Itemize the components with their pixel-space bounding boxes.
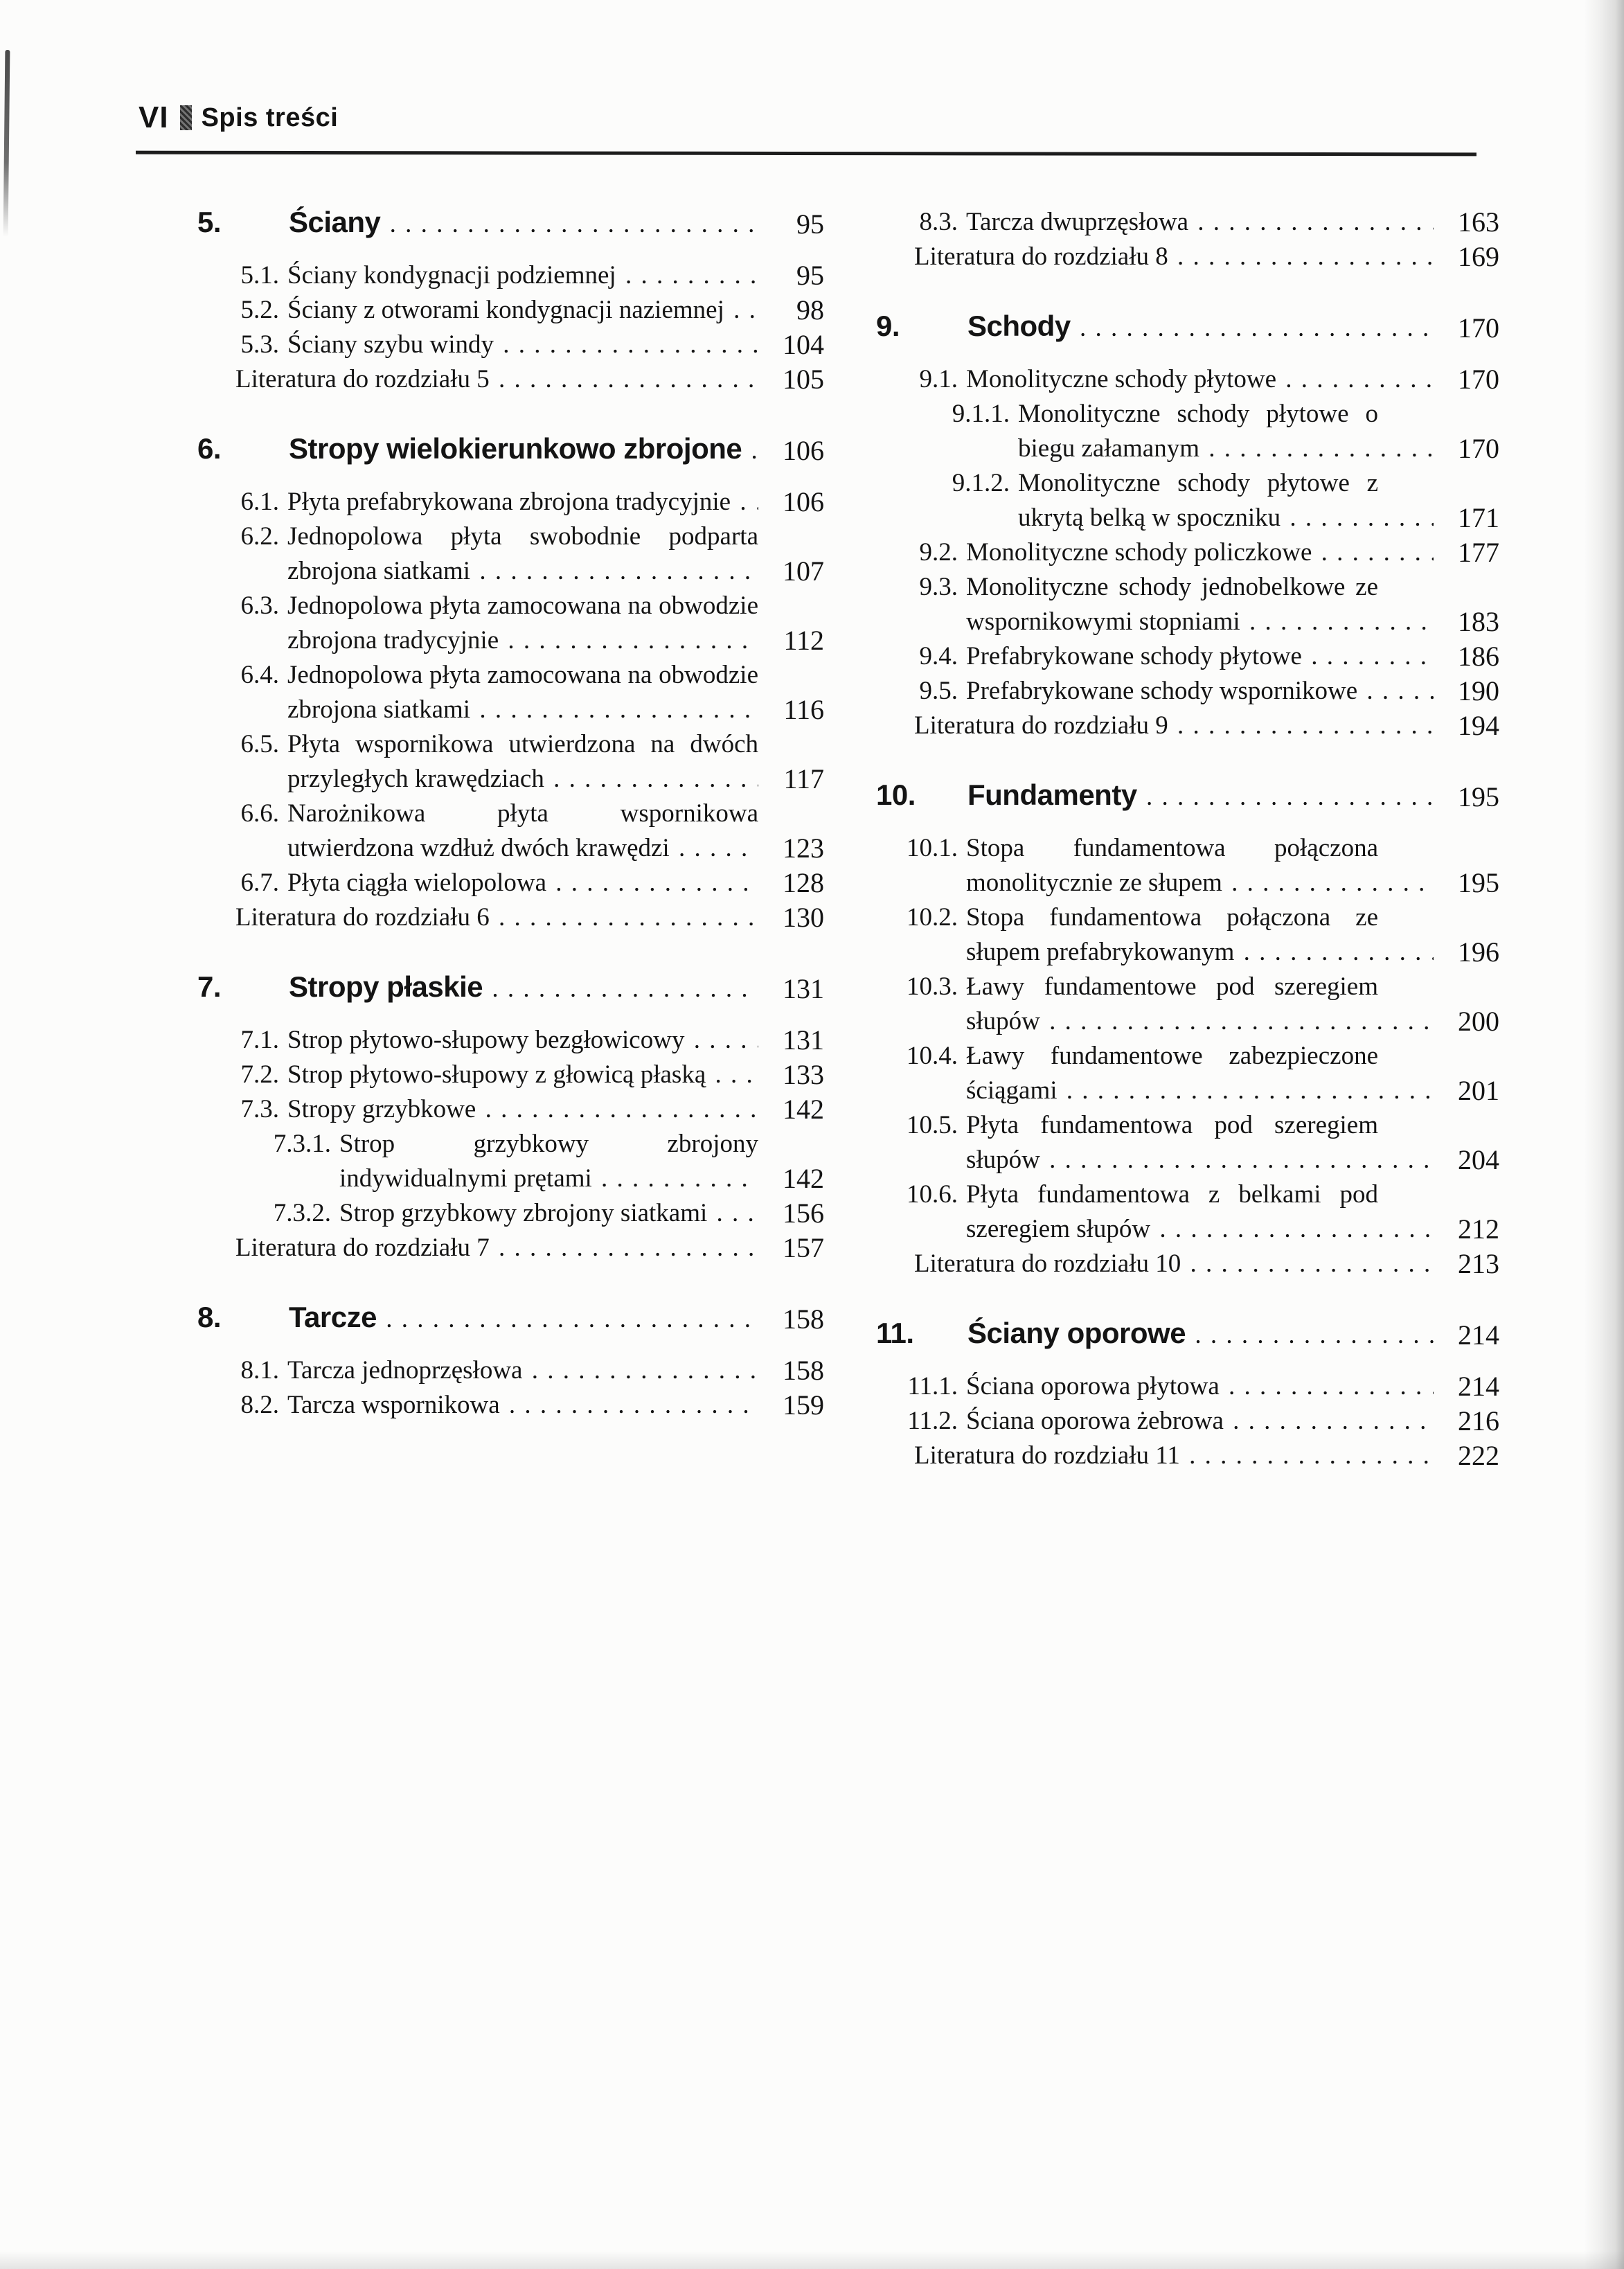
entry-number: 8.3. [919,208,958,236]
entry-label: Ściany z otworami kondygnacji naziemnej [287,296,724,324]
entry-text [876,1108,1434,1177]
chapter-number: 10. [876,778,916,811]
page-number: 116 [783,694,824,725]
toc-entry-row [876,1369,1499,1404]
entry-text [876,1177,1434,1247]
entry-label: Płyta fundamentowa z belkami pod szeregiem słupów [966,1180,1378,1243]
page-number: 196 [1458,936,1499,968]
entry-label: Stropy grzybkowe [287,1095,476,1123]
entry-number: 6.6. [240,799,279,828]
entry-label: Ściana oporowa żebrowa [966,1407,1224,1435]
toc-entry-row [197,1231,824,1265]
chapter-title: Tarcze [289,1301,377,1333]
toc-entry-row [197,258,824,293]
entry-text [197,1058,758,1092]
entry-number: 5.3. [240,330,279,359]
toc-entry-row [197,362,824,397]
toc-entry-row [876,709,1499,743]
page-number: 171 [1458,502,1499,533]
toc-entry-row [876,1108,1499,1177]
entry-label: Ściana oporowa płytowa [966,1372,1220,1400]
toc-entry-row [876,570,1499,639]
toc-entry-row [876,1039,1499,1108]
chapter-title: Stropy wielokierunkowo zbrojone [289,432,742,465]
entry-text [876,309,1434,346]
entry-text [197,1353,758,1388]
page-number: 158 [783,1355,824,1386]
entry-label: Ławy fundamentowe zabezpieczone ściągami [966,1042,1378,1105]
entry-number: 10.4. [907,1042,958,1070]
page-number: 159 [783,1389,824,1421]
entry-number: 10.1. [907,834,958,862]
entry-label: Strop grzybkowy zbrojony indywidualnymi prętami [339,1130,758,1193]
entry-number: 6.4. [240,661,279,689]
page-number: 163 [1458,206,1499,238]
entry-text [876,535,1434,570]
entry-label: Monolityczne schody płytowe [966,365,1277,393]
entry-text [197,1127,758,1196]
page-number: 214 [1458,1371,1499,1402]
entry-label: Ściany kondygnacji podziemnej [287,261,616,290]
entry-text [197,970,758,1006]
toc-entry-row [197,519,824,589]
toc-entry-row [876,466,1499,535]
entry-number: 7.1. [240,1026,279,1054]
entry-text [197,485,758,519]
page-number: 98 [796,294,824,326]
entry-label: Strop grzybkowy zbrojony siatkami [339,1199,708,1227]
chapter-title: Stropy płaskie [289,970,483,1003]
toc-entry-row [876,831,1499,900]
entry-text [197,258,758,293]
page-number: 142 [783,1094,824,1125]
page-number: 131 [783,973,824,1004]
entry-text [197,431,758,468]
entry-text [876,240,1434,274]
section-marker-icon [180,105,192,130]
entry-text [197,293,758,328]
toc-entry-row [197,658,824,727]
scan-edge-shadow [1584,0,1624,2269]
entry-number: 5.1. [240,261,279,290]
entry-number: 9.5. [919,677,958,705]
entry-text [876,1039,1434,1108]
page-number: 156 [783,1198,824,1229]
page-number: 170 [1458,312,1499,344]
entry-label: Płyta fundamentowa pod szeregiem słupów [966,1111,1378,1174]
page-number: 201 [1458,1075,1499,1106]
toc-entry-row [197,900,824,935]
entry-text [876,778,1434,815]
page-number: 195 [1458,867,1499,898]
page-number: 186 [1458,641,1499,672]
toc-entry-row [876,674,1499,709]
toc-entry-row [197,1388,824,1423]
toc-entry-row [876,205,1499,240]
toc-entry-row [197,1092,824,1127]
entry-number: 6.1. [240,488,279,516]
entry-number: 10.3. [907,972,958,1001]
entry-text [197,1023,758,1058]
entry-text [876,831,1434,900]
toc-entry-row [876,397,1499,466]
entry-text [197,1196,758,1231]
entry-number: 9.1. [919,365,958,393]
entry-text [876,570,1434,639]
entry-number: 10.2. [907,903,958,932]
entry-number: 8.2. [240,1391,279,1419]
entry-text [197,205,758,242]
page-number: 128 [783,867,824,898]
entry-label: Stopa fundamentowa połączona monolitycznie ze słupem [966,834,1378,897]
chapter-number: 7. [197,970,222,1003]
entry-label: Jednopolowa płyta swobodnie podparta zbrojona siatkami [287,522,758,585]
entry-label: Literatura do rozdziału 5 [235,365,490,393]
entry-text [197,1092,758,1127]
entry-text [197,900,758,935]
page-number: 204 [1458,1144,1499,1175]
toc-entry-row [197,1127,824,1196]
page-number: 195 [1458,781,1499,812]
toc-chapter-row [197,205,824,242]
entry-number: 7.3.2. [273,1199,331,1227]
entry-text [197,1300,758,1337]
toc-chapter-row [876,778,1499,815]
entry-label: Prefabrykowane schody płytowe [966,642,1302,670]
entry-text [876,900,1434,970]
toc-entry-row [197,293,824,328]
page-number: 200 [1458,1006,1499,1037]
entry-number: 7.3. [240,1095,279,1123]
entry-label: Jednopolowa płyta zamocowana na obwodzie zbrojona siatkami [287,661,758,724]
entry-label: Strop płytowo-słupowy z głowicą płaską [287,1060,706,1089]
header-rule [136,151,1476,157]
toc-entry-row [876,1177,1499,1247]
entry-number: 7.2. [240,1060,279,1089]
toc-entry-row [197,485,824,519]
entry-label: Monolityczne schody jednobelkowe ze wspornikowymi stopniami [966,573,1378,636]
page-number: 216 [1458,1405,1499,1436]
entry-number: 6.3. [240,591,279,620]
page-number: 112 [783,625,824,656]
page-number: 214 [1458,1319,1499,1351]
entry-label: Strop płytowo-słupowy bezgłowicowy [287,1026,685,1054]
toc-entry-row [197,1023,824,1058]
entry-text [876,397,1434,466]
page-header [139,100,339,134]
entry-number: 6.5. [240,730,279,758]
page-number: 117 [783,763,824,794]
scan-bottom-shade [0,2251,1624,2269]
entry-number: 5.2. [240,296,279,324]
entry-label: Ławy fundamentowe pod szeregiem słupów [966,972,1378,1035]
entry-label: Monolityczne schody płytowe z ukrytą belką w spoczniku [1018,469,1378,532]
page-number: 183 [1458,606,1499,637]
page-number: 106 [783,435,824,466]
entry-text [876,1247,1434,1281]
entry-text [197,362,758,397]
entry-label: Literatura do rozdziału 7 [235,1234,490,1262]
entry-number: 9.4. [919,642,958,670]
toc-entry-row [876,240,1499,274]
toc-column-right [876,205,1499,1473]
entry-text [876,362,1434,397]
entry-text [876,466,1434,535]
entry-label: Prefabrykowane schody wspornikowe [966,677,1358,705]
chapter-title: Fundamenty [967,778,1137,811]
chapter-number: 11. [876,1317,914,1349]
toc-entry-row [876,970,1499,1039]
chapter-number: 5. [197,206,222,238]
entry-text [876,1404,1434,1439]
toc-chapter-row [197,970,824,1006]
page-number: 169 [1458,241,1499,272]
entry-label: Literatura do rozdziału 9 [914,711,1168,740]
entry-number: 7.3.1. [273,1130,331,1158]
toc-entry-row [197,589,824,658]
toc-chapter-row [876,309,1499,346]
page-number: 133 [783,1059,824,1090]
chapter-number: 6. [197,432,222,465]
page-number: 222 [1458,1440,1499,1471]
page-number: 170 [1458,364,1499,395]
page-number: 104 [783,329,824,360]
entry-text [876,970,1434,1039]
entry-number: 6.2. [240,522,279,551]
page-number: 107 [783,555,824,587]
toc [197,205,1499,1473]
page-number: 130 [783,902,824,933]
entry-text [876,639,1434,674]
scan-edge-scratch [3,50,10,237]
toc-entry-row [876,900,1499,970]
toc-chapter-row [197,1300,824,1337]
page-number: 158 [783,1303,824,1335]
entry-number: 9.1.1. [952,400,1010,428]
entry-text [197,589,758,658]
toc-entry-row [876,1247,1499,1281]
toc-chapter-row [197,431,824,468]
entry-label: Stopa fundamentowa połączona ze słupem prefabrykowanym [966,903,1378,966]
entry-text [876,1439,1434,1473]
toc-entry-row [876,1439,1499,1473]
entry-number: 9.2. [919,538,958,567]
entry-number: 8.1. [240,1356,279,1385]
entry-label: Monolityczne schody policzkowe [966,538,1312,567]
entry-text [876,205,1434,240]
entry-label: Literatura do rozdziału 8 [914,242,1168,271]
entry-number: 10.6. [907,1180,958,1209]
toc-entry-row [876,362,1499,397]
entry-number: 9.1.2. [952,469,1010,497]
entry-text [197,658,758,727]
entry-label: Płyta prefabrykowana zbrojona tradycyjnie [287,488,731,516]
entry-label: Płyta wspornikowa utwierdzona na dwóch przyległych krawędziach [287,730,758,793]
entry-label: Tarcza jednoprzęsłowa [287,1356,523,1385]
entry-text [197,1388,758,1423]
toc-entry-row [876,535,1499,570]
entry-label: Literatura do rozdziału 10 [914,1249,1181,1278]
entry-text [197,797,758,866]
entry-text [876,674,1434,709]
toc-entry-row [876,639,1499,674]
folio-number: VI [139,100,169,134]
chapter-number: 8. [197,1301,222,1333]
page-number: 194 [1458,710,1499,741]
page-number: 190 [1458,675,1499,706]
entry-label: Ściany szybu windy [287,330,494,359]
page-title: Spis treści [201,103,339,132]
entry-number: 11.1. [907,1372,958,1400]
page-number: 95 [796,260,824,291]
entry-text [876,1316,1434,1353]
page-number: 177 [1458,537,1499,568]
entry-label: Tarcza wspornikowa [287,1391,500,1419]
page-number: 157 [783,1232,824,1263]
page-number: 170 [1458,433,1499,464]
entry-label: Jednopolowa płyta zamocowana na obwodzie zbrojona tradycyjnie [287,591,758,655]
page-number: 105 [783,364,824,395]
entry-text [197,519,758,589]
toc-entry-row [197,727,824,797]
entry-label: Narożnikowa płyta wspornikowa utwierdzona wzdłuż dwóch krawędzi [287,799,758,862]
entry-text [197,727,758,797]
entry-text [876,1369,1434,1404]
toc-entry-row [197,1058,824,1092]
toc-entry-row [876,1404,1499,1439]
toc-column-left [197,205,824,1473]
entry-label: Literatura do rozdziału 11 [914,1441,1180,1470]
page-number: 131 [783,1024,824,1056]
entry-number: 11.2. [907,1407,958,1435]
entry-text [197,866,758,900]
chapter-number: 9. [876,310,900,342]
entry-text [197,328,758,362]
page-number: 95 [796,208,824,240]
entry-label: Monolityczne schody płytowe o biegu załamanym [1018,400,1378,463]
page-number: 106 [783,486,824,517]
toc-entry-row [197,1196,824,1231]
toc-entry-row [197,866,824,900]
page-number: 142 [783,1163,824,1194]
entry-label: Płyta ciągła wielopolowa [287,869,547,897]
toc-chapter-row [876,1316,1499,1353]
entry-label: Literatura do rozdziału 6 [235,903,490,932]
page-number: 212 [1458,1213,1499,1245]
entry-number: 9.3. [919,573,958,601]
page-number: 123 [783,833,824,864]
entry-text [197,1231,758,1265]
entry-number: 6.7. [240,869,279,897]
chapter-title: Ściany [289,206,381,238]
page-number: 213 [1458,1248,1499,1279]
chapter-title: Schody [967,310,1071,342]
toc-entry-row [197,328,824,362]
chapter-title: Ściany oporowe [967,1317,1186,1349]
entry-label: Tarcza dwuprzęsłowa [966,208,1188,236]
toc-entry-row [197,1353,824,1388]
entry-number: 10.5. [907,1111,958,1139]
toc-entry-row [197,797,824,866]
entry-text [876,709,1434,743]
